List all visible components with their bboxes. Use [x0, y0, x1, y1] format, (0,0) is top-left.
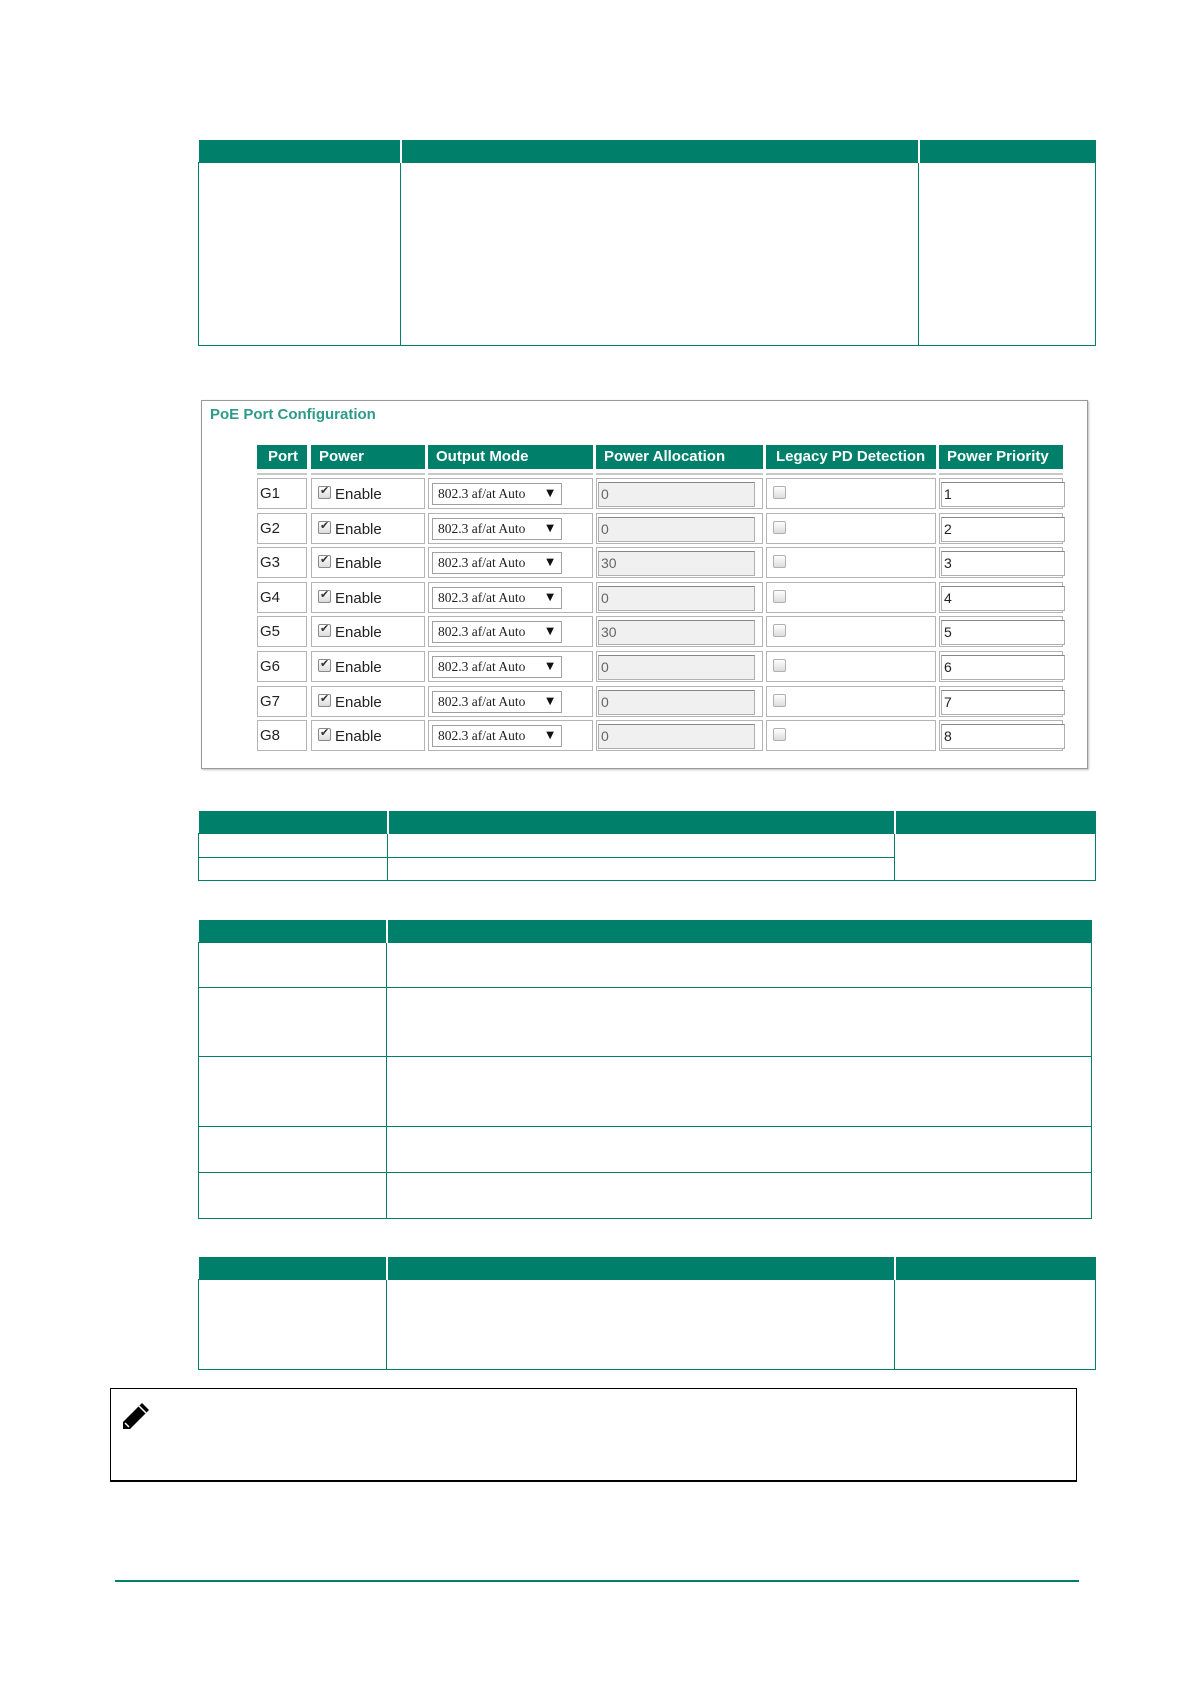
port-cell [257, 582, 307, 613]
power-priority-input[interactable]: 1 [941, 482, 1065, 507]
table-4-header [199, 1257, 387, 1280]
output-mode-select[interactable] [432, 621, 562, 643]
power-allocation-cell [596, 616, 763, 647]
port-cell [257, 651, 307, 682]
power-cell [311, 720, 425, 751]
power-enable-checkbox[interactable] [318, 624, 331, 637]
power-enable-label: Enable [335, 486, 382, 503]
output-mode-select[interactable] [432, 725, 562, 747]
legacy-pd-checkbox[interactable] [773, 659, 786, 672]
port-label: G3 [260, 554, 281, 571]
table-1 [198, 140, 1096, 346]
power-priority-cell [939, 547, 1063, 578]
power-enable-label: Enable [335, 555, 382, 572]
col-header-port: Port [257, 445, 307, 469]
power-allocation-input: 0 [598, 586, 755, 611]
power-priority-cell [939, 478, 1063, 509]
caret-down-icon: ▼ [546, 557, 554, 568]
port-label: G5 [260, 623, 281, 640]
port-label: G2 [260, 520, 281, 537]
table-1-header [199, 140, 401, 163]
power-cell [311, 651, 425, 682]
power-allocation-cell [596, 582, 763, 613]
caret-down-icon: ▼ [546, 661, 554, 672]
caret-down-icon: ▼ [546, 696, 554, 707]
legacy-pd-checkbox[interactable] [773, 555, 786, 568]
power-allocation-cell [596, 651, 763, 682]
output-mode-value: 802.3 af/at Auto [438, 590, 526, 605]
table-2-row [199, 834, 388, 858]
power-priority-input[interactable]: 5 [941, 620, 1065, 645]
output-mode-select[interactable] [432, 656, 562, 678]
power-priority-cell [939, 720, 1063, 751]
power-enable-label: Enable [335, 624, 382, 641]
output-mode-select[interactable] [432, 552, 562, 574]
power-enable-label: Enable [335, 694, 382, 711]
table-3-row [199, 988, 387, 1057]
power-allocation-cell [596, 686, 763, 717]
table-4 [198, 1257, 1096, 1370]
power-enable-checkbox[interactable] [318, 555, 331, 568]
port-label: G8 [260, 727, 281, 744]
power-enable-checkbox[interactable] [318, 486, 331, 499]
power-allocation-cell [596, 513, 763, 544]
legacy-pd-cell [766, 651, 936, 682]
legacy-pd-checkbox[interactable] [773, 694, 786, 707]
footer-rule [115, 1580, 1079, 1582]
output-mode-value: 802.3 af/at Auto [438, 624, 526, 639]
power-enable-label: Enable [335, 521, 382, 538]
table-2-row [199, 857, 388, 881]
output-mode-value: 802.3 af/at Auto [438, 728, 526, 743]
legacy-pd-cell [766, 720, 936, 751]
legacy-pd-checkbox[interactable] [773, 590, 786, 603]
port-label: G4 [260, 589, 281, 606]
power-cell [311, 686, 425, 717]
power-allocation-input: 30 [598, 551, 755, 576]
table-1-row [199, 163, 401, 346]
caret-down-icon: ▼ [546, 592, 554, 603]
col-header-output-mode: Output Mode [428, 445, 593, 469]
port-cell [257, 720, 307, 751]
output-mode-select[interactable] [432, 691, 562, 713]
table-3-row [199, 943, 387, 988]
output-mode-value: 802.3 af/at Auto [438, 521, 526, 536]
power-cell [311, 478, 425, 509]
table-3 [198, 920, 1092, 1219]
output-mode-select[interactable] [432, 518, 562, 540]
port-cell [257, 478, 307, 509]
port-cell [257, 547, 307, 578]
port-label: G6 [260, 658, 281, 675]
table-3-row [199, 1057, 387, 1126]
table-4-row [199, 1280, 387, 1370]
col-header-power-allocation: Power Allocation [596, 445, 763, 469]
output-mode-value: 802.3 af/at Auto [438, 659, 526, 674]
port-cell [257, 686, 307, 717]
output-mode-select[interactable] [432, 483, 562, 505]
power-cell [311, 616, 425, 647]
note-box [110, 1388, 1077, 1482]
legacy-pd-checkbox[interactable] [773, 521, 786, 534]
power-allocation-input: 0 [598, 482, 755, 507]
power-enable-checkbox[interactable] [318, 728, 331, 741]
table-2-header [199, 811, 388, 834]
power-allocation-input: 0 [598, 517, 755, 542]
port-label: G7 [260, 693, 281, 710]
power-priority-input[interactable]: 3 [941, 551, 1065, 576]
port-cell [257, 616, 307, 647]
panel-title: PoE Port Configuration [210, 406, 376, 423]
caret-down-icon: ▼ [546, 626, 554, 637]
power-cell [311, 547, 425, 578]
output-mode-cell [428, 547, 593, 578]
caret-down-icon: ▼ [546, 488, 554, 499]
output-mode-value: 802.3 af/at Auto [438, 555, 526, 570]
caret-down-icon: ▼ [546, 730, 554, 741]
power-priority-cell [939, 686, 1063, 717]
legacy-pd-cell [766, 582, 936, 613]
power-enable-checkbox[interactable] [318, 694, 331, 707]
output-mode-cell [428, 582, 593, 613]
power-priority-cell [939, 616, 1063, 647]
output-mode-cell [428, 616, 593, 647]
header-divider [257, 473, 307, 475]
legacy-pd-cell [766, 616, 936, 647]
power-allocation-input: 0 [598, 655, 755, 680]
power-cell [311, 513, 425, 544]
power-cell [311, 582, 425, 613]
power-priority-input[interactable]: 2 [941, 517, 1065, 542]
legacy-pd-cell [766, 686, 936, 717]
table-2 [198, 811, 1096, 881]
power-enable-label: Enable [335, 590, 382, 607]
power-allocation-input: 0 [598, 690, 755, 715]
power-priority-input[interactable]: 7 [941, 690, 1065, 715]
power-priority-cell [939, 651, 1063, 682]
output-mode-value: 802.3 af/at Auto [438, 694, 526, 709]
col-header-power: Power [311, 445, 425, 469]
output-mode-cell [428, 513, 593, 544]
table-3-header [199, 920, 387, 943]
power-priority-cell [939, 582, 1063, 613]
legacy-pd-cell [766, 478, 936, 509]
power-allocation-input: 0 [598, 724, 755, 749]
col-header-legacy-pd: Legacy PD Detection [766, 445, 936, 469]
col-header-power-priority: Power Priority [939, 445, 1063, 469]
power-allocation-cell [596, 547, 763, 578]
output-mode-select[interactable] [432, 587, 562, 609]
power-priority-input[interactable]: 8 [941, 724, 1065, 749]
power-allocation-cell [596, 478, 763, 509]
power-enable-label: Enable [335, 728, 382, 745]
port-label: G1 [260, 485, 281, 502]
power-enable-checkbox[interactable] [318, 659, 331, 672]
power-priority-input[interactable]: 6 [941, 655, 1065, 680]
legacy-pd-cell [766, 513, 936, 544]
power-enable-label: Enable [335, 659, 382, 676]
legacy-pd-checkbox[interactable] [773, 486, 786, 499]
caret-down-icon: ▼ [546, 523, 554, 534]
port-cell [257, 513, 307, 544]
table-3-row [199, 1172, 387, 1218]
power-enable-checkbox[interactable] [318, 590, 331, 603]
output-mode-cell [428, 686, 593, 717]
legacy-pd-checkbox[interactable] [773, 728, 786, 741]
table-3-row [199, 1126, 387, 1172]
power-priority-input[interactable]: 4 [941, 586, 1065, 611]
power-allocation-cell [596, 720, 763, 751]
output-mode-cell [428, 651, 593, 682]
power-enable-checkbox[interactable] [318, 521, 331, 534]
output-mode-cell [428, 720, 593, 751]
poe-port-config-panel [201, 400, 1088, 769]
legacy-pd-cell [766, 547, 936, 578]
power-allocation-input: 30 [598, 620, 755, 645]
power-priority-cell [939, 513, 1063, 544]
output-mode-cell [428, 478, 593, 509]
legacy-pd-checkbox[interactable] [773, 624, 786, 637]
output-mode-value: 802.3 af/at Auto [438, 486, 526, 501]
